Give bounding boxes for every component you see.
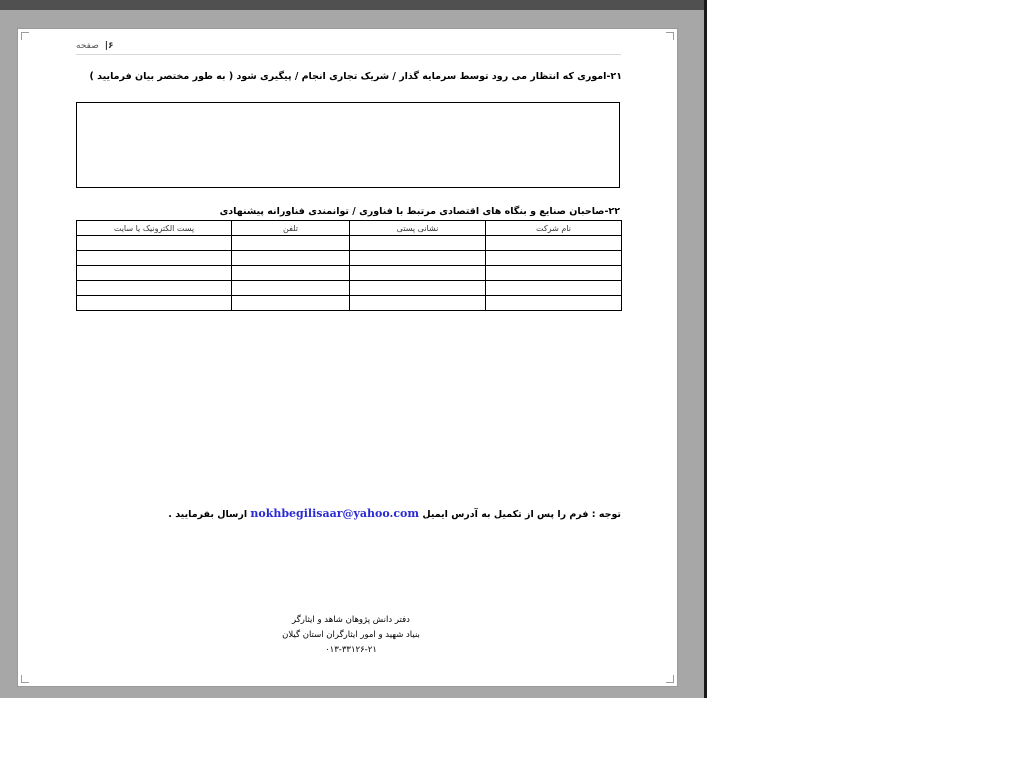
document-page xyxy=(18,29,677,686)
table-cell[interactable] xyxy=(232,266,350,281)
page-header xyxy=(76,41,114,51)
page-footer xyxy=(186,613,516,658)
table-cell[interactable] xyxy=(350,251,486,266)
page-corner-mark xyxy=(21,675,29,683)
table-cell[interactable] xyxy=(77,251,232,266)
table-cell[interactable] xyxy=(486,251,622,266)
table-row xyxy=(77,281,622,296)
column-header-phone: تلفن xyxy=(232,221,350,236)
viewer-top-bar xyxy=(0,0,706,10)
footer-phone: ۰۱۳-۳۳۱۲۶-۲۱ xyxy=(325,645,377,655)
viewer-right-edge xyxy=(704,0,707,698)
table-cell[interactable] xyxy=(486,236,622,251)
table-cell[interactable] xyxy=(232,296,350,311)
table-cell[interactable] xyxy=(77,236,232,251)
contact-email-link[interactable]: nokhbegilisaar@yahoo.com xyxy=(250,507,420,520)
table-row xyxy=(77,251,622,266)
companies-table xyxy=(76,220,622,311)
page-corner-mark xyxy=(666,675,674,683)
table-cell[interactable] xyxy=(486,296,622,311)
table-cell[interactable] xyxy=(232,236,350,251)
table-row xyxy=(77,296,622,311)
question-21-text: ۲۱-اموری که انتظار می رود توسط سرمایه گذار / شریک تجاری انجام / پیگیری شود ( به طور مختصر بیان فرمایید ) xyxy=(89,71,622,82)
column-header-email-or-site: پست الکترونیک یا سایت xyxy=(77,221,232,236)
table-cell[interactable] xyxy=(77,296,232,311)
table-cell[interactable] xyxy=(232,281,350,296)
header-divider xyxy=(76,54,621,55)
page-number: ۶ xyxy=(108,41,114,51)
page-corner-mark xyxy=(666,32,674,40)
header-separator: | xyxy=(104,41,109,51)
question-22-text: ۲۲-صاحبان صنایع و بنگاه های اقتصادی مرتبط با فناوری / توانمندی فناورانه پیشنهادی xyxy=(219,206,620,217)
footer-office-name: دفتر دانش پژوهان شاهد و ایثارگر xyxy=(292,615,410,625)
footer-organization: بنیاد شهید و امور ایثارگران استان گیلان xyxy=(282,630,420,640)
table-cell[interactable] xyxy=(486,266,622,281)
table-row xyxy=(77,236,622,251)
question-21-answer-box[interactable] xyxy=(76,102,620,188)
table-cell[interactable] xyxy=(232,251,350,266)
submission-note xyxy=(76,507,621,520)
table-cell[interactable] xyxy=(350,296,486,311)
table-cell[interactable] xyxy=(77,281,232,296)
table-cell[interactable] xyxy=(486,281,622,296)
page-label: صفحه xyxy=(76,41,99,51)
column-header-company-name: نام شرکت xyxy=(486,221,622,236)
column-header-postal-address: نشانی پستی xyxy=(350,221,486,236)
note-suffix: ارسال بفرمایید . xyxy=(168,509,248,520)
table-cell[interactable] xyxy=(350,266,486,281)
page-corner-mark xyxy=(21,32,29,40)
table-cell[interactable] xyxy=(77,266,232,281)
table-cell[interactable] xyxy=(350,236,486,251)
table-cell[interactable] xyxy=(350,281,486,296)
note-prefix: توجه : فرم را پس از تکمیل به آدرس ایمیل xyxy=(422,509,621,520)
table-header-row xyxy=(77,221,622,236)
table-row xyxy=(77,266,622,281)
